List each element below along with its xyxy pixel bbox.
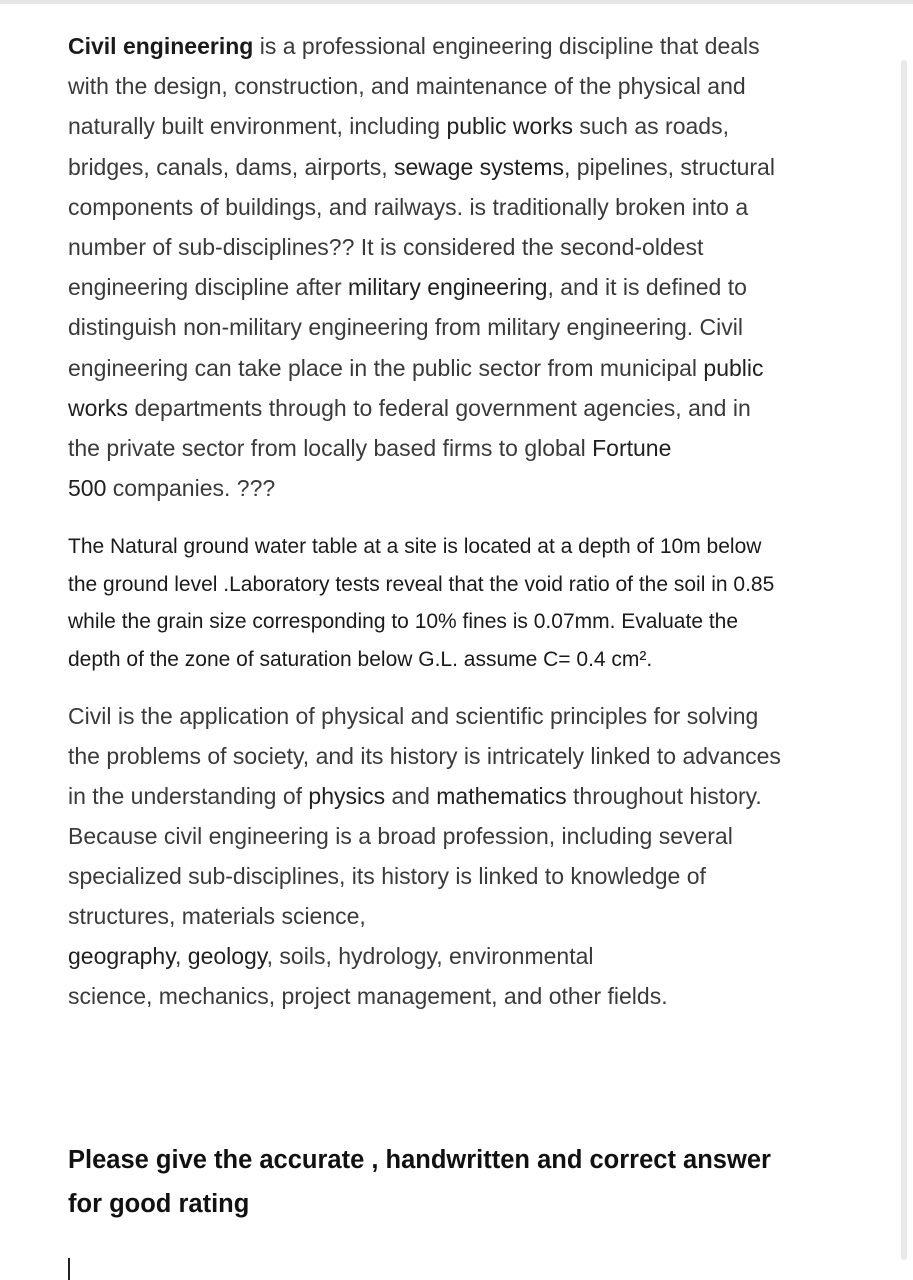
question-line: the ground level .Laboratory tests reveal that the void ratio of the soil in 0.85	[68, 572, 775, 596]
request-line: for good rating	[68, 1190, 250, 1219]
paragraph-line: distinguish non-military engineering from military engineering. Civil	[68, 314, 743, 341]
question-line: depth of the zone of saturation below G.L. assume C= 0.4 cm².	[68, 647, 653, 671]
link-public-works-dept[interactable]: works	[68, 394, 129, 421]
link-public-works[interactable]: public works	[446, 113, 573, 140]
link-sewage-systems[interactable]: sewage systems	[393, 153, 564, 180]
paragraph-civil-engineering	[68, 26, 858, 508]
link-military-engineering[interactable]: military engineering	[348, 274, 548, 301]
link-physics[interactable]: physics	[308, 783, 386, 810]
question-line: The Natural ground water table at a site is located at a depth of 10m below	[68, 535, 762, 559]
paragraph-line: engineering can take place in the public sector from municipal public	[68, 354, 764, 381]
scrollbar[interactable]	[901, 60, 907, 1260]
link-fortune-500[interactable]: 500	[68, 475, 107, 502]
paragraph-line: 500 companies. ???	[68, 475, 276, 502]
paragraph-civil-history	[68, 696, 858, 1016]
paragraph-line: science, mechanics, project management, and other fields.	[68, 983, 668, 1010]
request-heading	[68, 1138, 858, 1226]
paragraph-line: the private sector from locally based firms to global Fortune	[68, 435, 672, 462]
paragraph-line: Civil is the application of physical and scientific principles for solving	[68, 703, 759, 730]
paragraph-line: works departments through to federal government agencies, and in	[68, 394, 751, 421]
link-geology[interactable]: geology	[187, 943, 267, 970]
link-geography[interactable]: geography	[68, 943, 175, 970]
paragraph-line: the problems of society, and its history is intricately linked to advances	[68, 743, 781, 770]
paragraph-line: number of sub-disciplines?? It is considered the second-oldest	[68, 234, 704, 261]
paragraph-line: in the understanding of physics and mathematics throughout history.	[68, 783, 762, 810]
term-civil-engineering: Civil engineering	[68, 33, 254, 59]
paragraph-line: components of buildings, and railways. is traditionally broken into a	[68, 193, 749, 220]
paragraph-line: engineering discipline after military engineering, and it is defined to	[68, 274, 747, 301]
text-cursor	[68, 1258, 70, 1280]
paragraph-line: Because civil engineering is a broad profession, including several	[68, 823, 733, 850]
link-fortune-500[interactable]: Fortune	[592, 435, 672, 462]
link-mathematics[interactable]: mathematics	[436, 783, 567, 810]
paragraph-line: structures, materials science,	[68, 903, 366, 930]
paragraph-line: naturally built environment, including public works such as roads,	[68, 113, 729, 140]
request-line: Please give the accurate , handwritten and correct answer	[68, 1146, 771, 1175]
question-line: while the grain size corresponding to 10% fines is 0.07mm. Evaluate the	[68, 610, 739, 634]
document-body	[68, 26, 858, 1226]
paragraph-line: geography, geology, soils, hydrology, environmental	[68, 943, 594, 970]
paragraph-line: specialized sub-disciplines, its history is linked to knowledge of	[68, 863, 706, 890]
top-border	[0, 0, 913, 4]
paragraph-line: with the design, construction, and maintenance of the physical and	[68, 73, 746, 100]
paragraph-line: bridges, canals, dams, airports, sewage systems, pipelines, structural	[68, 153, 775, 180]
link-public-works-dept[interactable]: public	[703, 354, 764, 381]
paragraph-line: Civil engineering is a professional engineering discipline that deals	[68, 33, 760, 59]
question-paragraph	[68, 528, 858, 678]
